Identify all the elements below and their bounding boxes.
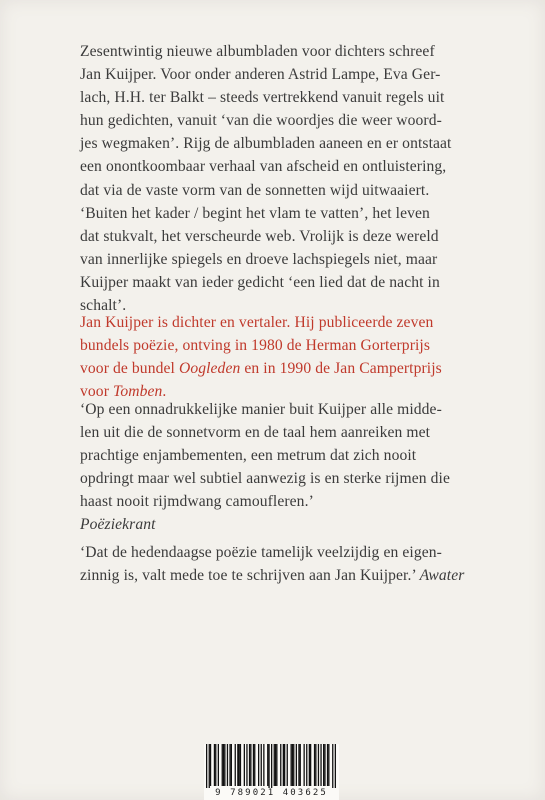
barcode-bar <box>274 744 275 786</box>
blurb-paragraph: Zesentwintig nieuwe albumbladen voor dichters schreef Jan Kuijper. Voor onder anderen Astrid Lampe, Eva Ger- lach, H.H. ter Balkt – steeds vertrekkend vanuit regels uit hun gedichten, vanuit ‘van die woordjes die weer woord- jes wegmaken’. Rijg de albumbladen aaneen en er ontstaat een onontkoombaar verhaal van afscheid en ontluistering, dat via de vaste vorm van de sonnetten wijd uitwaaiert. ‘Buiten het kader / begint het vlam te vatten’, het leven dat stukvalt, het verscheurde web. Vrolijk is deze wereld van innerlijke spiegels en droeve lachspiegels niet, maar Kuijper maakt van ieder gedicht ‘een lied dat de nacht in schalt’. <box>80 43 452 315</box>
barcode-bar <box>214 744 215 786</box>
barcode-bar <box>249 744 250 786</box>
barcode-bar <box>275 744 276 786</box>
quote-source: Awater <box>419 567 465 585</box>
barcode-bar <box>300 744 301 786</box>
bio-line-4-after: . <box>162 383 167 401</box>
bio-line-2: bundels poëzie, ontving in 1980 de Herman Gorterprijs <box>80 337 431 355</box>
barcode-bar <box>229 744 230 786</box>
barcode-bar <box>206 744 207 790</box>
barcode-bar <box>253 744 254 786</box>
barcode-bars <box>204 744 339 790</box>
barcode-bar <box>267 744 268 786</box>
barcode-bar <box>231 744 232 786</box>
barcode-digits: 9 789021 403625 <box>204 788 339 798</box>
barcode-bar <box>215 744 216 786</box>
barcode-bar <box>332 744 333 790</box>
barcode-bar <box>293 744 294 786</box>
author-bio <box>80 311 472 403</box>
bio-line-3-after: en in 1990 de Jan Campertprijs <box>240 360 442 378</box>
quote-source: Poëziekrant <box>80 516 156 534</box>
barcode-bar <box>320 744 321 786</box>
barcode-bar <box>209 744 210 790</box>
barcode-bar <box>324 744 325 786</box>
barcode-bar <box>280 744 281 786</box>
barcode-bar <box>310 744 311 786</box>
quote-text: ‘Dat de hedendaagse poëzie tamelijk veelzijdig en eigen- zinnig is, valt mede toe te schrijven aan Jan Kuijper.’ <box>80 544 442 585</box>
barcode-bar <box>323 744 324 786</box>
barcode-bar <box>318 744 319 786</box>
barcode-bar <box>328 744 329 786</box>
review-quote-poeziekrant <box>80 398 472 537</box>
barcode-bar <box>261 744 262 786</box>
barcode-bar <box>304 744 305 786</box>
barcode-bar <box>335 744 336 790</box>
isbn-barcode <box>204 744 339 800</box>
barcode-bar <box>298 744 299 786</box>
barcode-bar <box>271 744 272 790</box>
barcode-bar <box>276 744 277 786</box>
barcode-bar <box>237 744 238 786</box>
barcode-bar <box>240 744 241 786</box>
barcode-bar <box>296 744 297 786</box>
book-title-oogleden: Oogleden <box>178 360 241 378</box>
barcode-bar <box>227 744 228 786</box>
barcode-bar <box>283 744 284 786</box>
barcode-bar <box>246 744 247 786</box>
review-quote-awater <box>80 541 472 587</box>
barcode-bar <box>224 744 225 786</box>
barcode-bar <box>258 744 259 786</box>
quote-text: ‘Op een onnadrukkelijke manier buit Kuijper alle midde- len uit die de sonnetvorm en de taal hem aanreiken met prachtige enjambementen, een metrum dat zich nooit opdringt maar wel subtiel aanwezig is en sterke rijmen die haast nooit rijmdwang camoufleren.’ <box>80 401 450 511</box>
bio-line-3-before: voor de bundel <box>80 360 179 378</box>
barcode-bar <box>235 744 236 786</box>
barcode-bar <box>315 744 316 786</box>
barcode-bar <box>306 744 307 786</box>
barcode-bar <box>263 744 264 786</box>
bio-line-1: Jan Kuijper is dichter en vertaler. Hij publiceerde zeven <box>80 314 434 331</box>
barcode-bar <box>223 744 224 786</box>
barcode-bar <box>292 744 293 786</box>
barcode-bar <box>309 744 310 786</box>
barcode-bar <box>284 744 285 786</box>
bio-line-4-before: voor <box>80 383 113 401</box>
barcode-bar <box>218 744 219 786</box>
barcode-bar <box>268 744 269 790</box>
barcode-bar <box>210 744 211 786</box>
barcode-bar <box>244 744 245 786</box>
barcode-bar <box>327 744 328 786</box>
barcode-bar <box>314 744 315 786</box>
barcode-bar <box>239 744 240 786</box>
barcode-bar <box>254 744 255 786</box>
barcode-bar <box>291 744 292 786</box>
barcode-bar <box>222 744 223 786</box>
barcode-bar <box>287 744 288 786</box>
book-title-tomben: Tomben <box>112 383 163 401</box>
barcode-bar <box>250 744 251 786</box>
